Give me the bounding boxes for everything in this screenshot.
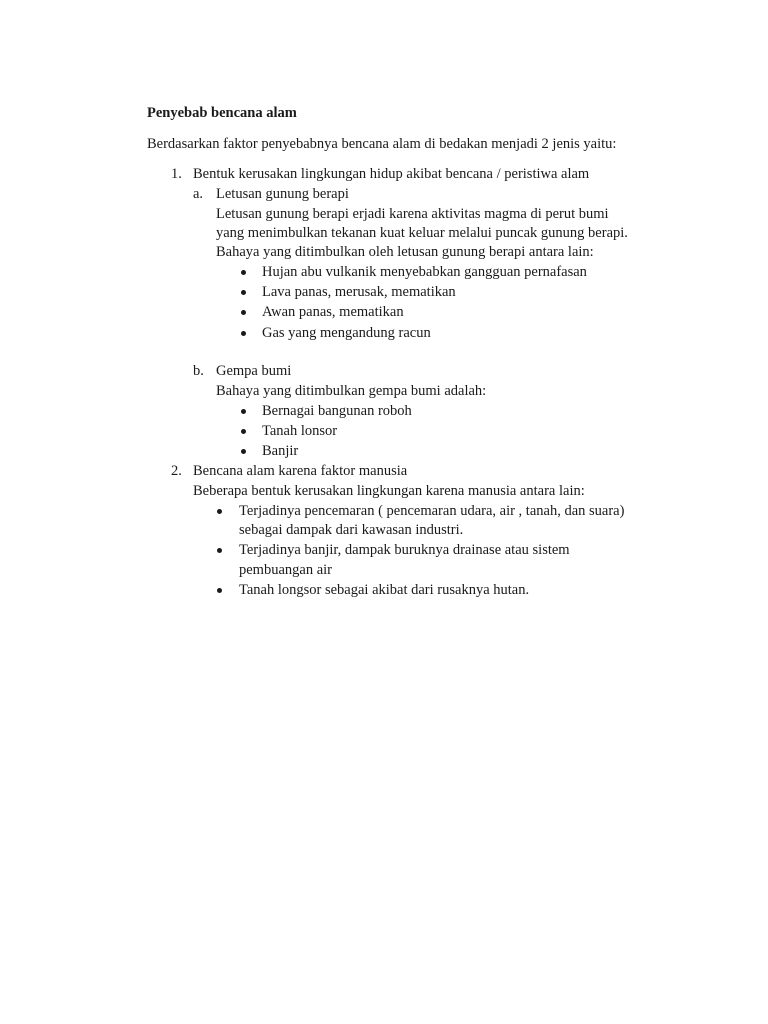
sub-b-bullet-item: Tanah lonsor [262,423,338,439]
intro-paragraph: Berdasarkan faktor penyebabnya bencana alam di bedakan menjadi 2 jenis yaitu: [147,136,617,152]
sub-b-letter: b. [193,363,204,379]
bullet-icon [217,548,222,553]
sub-a-desc-line: yang menimbulkan tekanan kuat keluar melalui puncak gunung berapi. [216,225,628,241]
bullet-icon [241,429,246,434]
section2-bullet-line: Terjadinya pencemaran ( pencemaran udara, air , tanah, dan suara) [239,503,625,519]
sub-b-bullet-item: Bernagai bangunan roboh [262,403,412,419]
sub-a-bullet-item: Awan panas, mematikan [262,304,404,320]
sub-a-desc-line: Bahaya yang ditimbulkan oleh letusan gunung berapi antara lain: [216,244,594,260]
bullet-icon [217,509,222,514]
bullet-icon [241,290,246,295]
sub-a-letter: a. [193,186,204,202]
section2-bullet-line: pembuangan air [239,562,333,578]
section1-number: 1. [171,166,182,182]
bullet-icon [217,588,222,593]
section2-bullet-line: sebagai dampak dari kawasan industri. [239,522,464,538]
bullet-icon [241,331,246,336]
section2-number: 2. [171,463,182,479]
bullet-icon [241,310,246,315]
sub-b-heading: Gempa bumi [216,363,292,379]
section2-bullet-line: Terjadinya banjir, dampak buruknya drainase atau sistem [239,542,570,558]
document-title: Penyebab bencana alam [147,105,297,121]
section2-heading: Bencana alam karena faktor manusia [193,463,408,479]
section2-bullet-line: Tanah longsor sebagai akibat dari rusaknya hutan. [239,582,530,598]
sub-b-bullet-item: Banjir [262,443,299,459]
sub-a-bullet-item: Gas yang mengandung racun [262,325,431,341]
bullet-icon [241,270,246,275]
section2-desc: Beberapa bentuk kerusakan lingkungan karena manusia antara lain: [193,483,585,499]
sub-a-heading: Letusan gunung berapi [216,186,349,202]
bullet-icon [241,449,246,454]
sub-b-desc: Bahaya yang ditimbulkan gempa bumi adalah: [216,383,487,399]
sub-a-bullet-item: Lava panas, merusak, mematikan [262,284,456,300]
section1-heading: Bentuk kerusakan lingkungan hidup akibat bencana / peristiwa alam [193,166,590,182]
bullet-icon [241,409,246,414]
sub-a-desc-line: Letusan gunung berapi erjadi karena aktivitas magma di perut bumi [216,206,609,222]
sub-a-bullet-item: Hujan abu vulkanik menyebabkan gangguan pernafasan [262,264,587,280]
